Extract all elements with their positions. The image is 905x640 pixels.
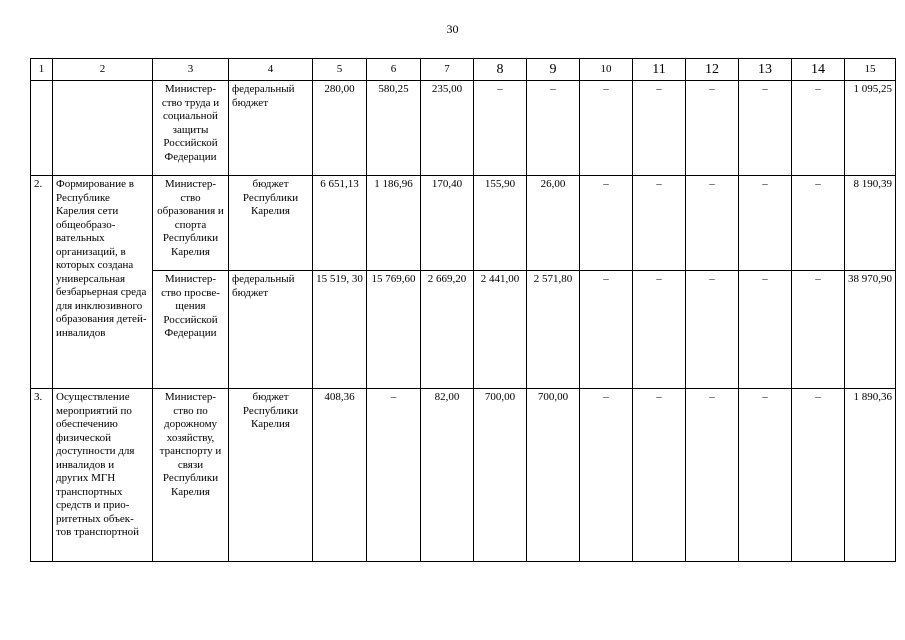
value-cell: 6 651,13 xyxy=(313,176,367,271)
value-cell: 26,00 xyxy=(527,176,580,271)
value-cell: – xyxy=(474,81,527,176)
header-row xyxy=(31,59,896,81)
source-cell: бюджет Республики Карелия xyxy=(229,389,313,562)
value-cell: – xyxy=(739,81,792,176)
value-cell: 170,40 xyxy=(421,176,474,271)
value-cell: 280,00 xyxy=(313,81,367,176)
col-header: 11 xyxy=(633,59,686,81)
col-header: 8 xyxy=(474,59,527,81)
value-cell: – xyxy=(527,81,580,176)
value-cell: – xyxy=(580,271,633,389)
page-number: 30 xyxy=(446,22,459,36)
col-header: 5 xyxy=(313,59,367,81)
total-cell: 1 890,36 xyxy=(845,389,896,562)
value-cell: 408,36 xyxy=(313,389,367,562)
col-header: 13 xyxy=(739,59,792,81)
value-cell: – xyxy=(580,389,633,562)
measure-cell: Осуществление мероприятий по обеспечению физической доступности для инвалидов и других МГН транспортных средств и прио-ритетных объек-тов транспортной xyxy=(53,389,153,562)
table-row xyxy=(31,81,896,176)
col-header: 15 xyxy=(845,59,896,81)
value-cell: 82,00 xyxy=(421,389,474,562)
value-cell: 155,90 xyxy=(474,176,527,271)
value-cell: 700,00 xyxy=(474,389,527,562)
source-cell: федеральный бюджет xyxy=(229,271,313,389)
total-cell: 8 190,39 xyxy=(845,176,896,271)
value-cell: 2 441,00 xyxy=(474,271,527,389)
value-cell: 2 669,20 xyxy=(421,271,474,389)
value-cell: – xyxy=(580,176,633,271)
value-cell: 580,25 xyxy=(367,81,421,176)
value-cell: – xyxy=(739,176,792,271)
source-cell: федеральный бюджет xyxy=(229,81,313,176)
value-cell: – xyxy=(792,271,845,389)
col-header: 14 xyxy=(792,59,845,81)
total-cell: 1 095,25 xyxy=(845,81,896,176)
value-cell: – xyxy=(792,176,845,271)
col-header: 6 xyxy=(367,59,421,81)
col-header: 3 xyxy=(153,59,229,81)
col-header: 7 xyxy=(421,59,474,81)
col-header: 12 xyxy=(686,59,739,81)
value-cell: – xyxy=(633,81,686,176)
value-cell: 700,00 xyxy=(527,389,580,562)
value-cell: – xyxy=(633,271,686,389)
value-cell: 15 769,60 xyxy=(367,271,421,389)
executor-cell: Министер-ство просве-щения Российской Федерации xyxy=(153,271,229,389)
value-cell: – xyxy=(792,81,845,176)
executor-cell: Министер-ство образования и спорта Республики Карелия xyxy=(153,176,229,271)
row-number xyxy=(31,81,53,176)
row-number: 2. xyxy=(31,176,53,389)
table-row xyxy=(31,389,896,562)
value-cell: – xyxy=(686,389,739,562)
value-cell: 1 186,96 xyxy=(367,176,421,271)
value-cell: – xyxy=(686,176,739,271)
value-cell: 2 571,80 xyxy=(527,271,580,389)
value-cell: – xyxy=(633,389,686,562)
value-cell: 15 519, 30 xyxy=(313,271,367,389)
col-header: 1 xyxy=(31,59,53,81)
table-row xyxy=(31,271,896,389)
col-header: 10 xyxy=(580,59,633,81)
col-header: 4 xyxy=(229,59,313,81)
value-cell: – xyxy=(739,389,792,562)
value-cell: – xyxy=(367,389,421,562)
value-cell: – xyxy=(792,389,845,562)
total-cell: 38 970,90 xyxy=(845,271,896,389)
value-cell: – xyxy=(686,271,739,389)
measure-cell xyxy=(53,81,153,176)
measure-cell: Формирование в Республике Карелия сети общеобразо-вательных организаций, в которых создана универсальная безбарьерная среда для инклюзивного образования детей-инвалидов xyxy=(53,176,153,389)
executor-cell: Министер-ство труда и социальной защиты Российской Федерации xyxy=(153,81,229,176)
col-header: 9 xyxy=(527,59,580,81)
row-number: 3. xyxy=(31,389,53,562)
executor-cell: Министер-ство по дорожному хозяйству, транспорту и связи Республики Карелия xyxy=(153,389,229,562)
col-header: 2 xyxy=(53,59,153,81)
value-cell: – xyxy=(686,81,739,176)
value-cell: – xyxy=(580,81,633,176)
value-cell: – xyxy=(633,176,686,271)
value-cell: – xyxy=(739,271,792,389)
table-row xyxy=(31,176,896,271)
value-cell: 235,00 xyxy=(421,81,474,176)
program-table xyxy=(30,58,896,562)
source-cell: бюджет Республики Карелия xyxy=(229,176,313,271)
